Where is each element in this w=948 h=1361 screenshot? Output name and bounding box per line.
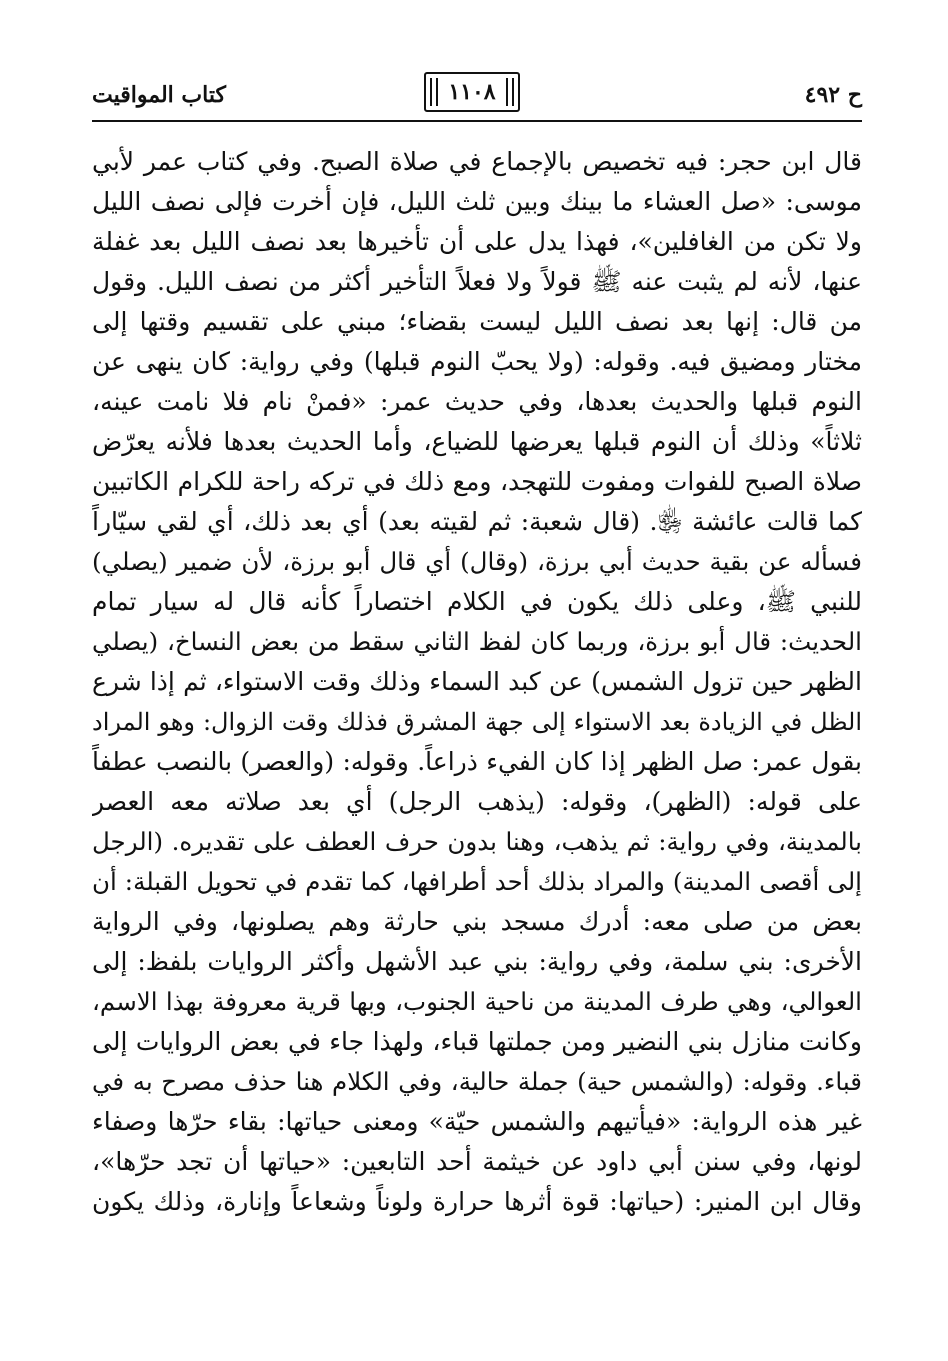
text-line: ثلاثاً» وذلك أن النوم قبلها يعرضها للضياع، وأما الحديث بعدها فلأنه يعرّض <box>92 427 862 456</box>
page-reference: ح ٤٩٢ <box>804 82 862 108</box>
text-line: من قال: إنها بعد نصف الليل ليست بقضاء؛ مبني على تقسيم وقتها إلى <box>92 307 862 336</box>
text-line: النوم قبلها والحديث بعدها، وفي حديث عمر: «فمنْ نام فلا نامت عينه، <box>92 387 862 416</box>
text-line: عنها، لأنه لم يثبت عنه ﷺ قولاً ولا فعلاً التأخير أكثر من نصف الليل. وقول <box>92 267 862 296</box>
text-line: وقال ابن المنير: (حياتها: قوة أثرها حرارة ولوناً وشعاعاً وإنارة، وذلك يكون <box>92 1187 862 1216</box>
text-line: لونها، وفي سنن أبي داود عن خيثمة أحد التابعين: «حياتها أن تجد حرّها»، <box>92 1147 862 1176</box>
text-line: فسأله عن بقية حديث أبي برزة، (وقال) أي قال أبو برزة، لأن ضمير (يصلي) <box>92 547 862 576</box>
text-line: الأخرى: بني سلمة، وفي رواية: بني عبد الأشهل وأكثر الروايات بلفظ: إلى <box>92 947 862 976</box>
text-line: إلى أقصى المدينة) والمراد بذلك أحد أطرافها، كما تقدم في تحويل القبلة: أن <box>92 867 862 896</box>
text-line: بقول عمر: صل الظهر إذا كان الفيء ذراعاً. وقوله: (والعصر) بالنصب عطفاً <box>92 747 862 776</box>
hadith-number-box: ١١٠٨ <box>424 72 520 112</box>
text-line: للنبي ﷺ، وعلى ذلك يكون في الكلام اختصاراً كأنه قال له سيار تمام <box>92 587 862 616</box>
text-line: قباء. وقوله: (والشمس حية) جملة حالية، وفي الكلام هنا حذف مصرح به في <box>92 1067 862 1096</box>
text-line: العوالي، وهي طرف المدينة من ناحية الجنوب، وبها قرية معروفة بهذا الاسم، <box>92 987 862 1016</box>
text-line: على قوله: (الظهر)، وقوله: (يذهب الرجل) أي بعد صلاته معه العصر <box>92 787 862 816</box>
text-line: الظل في الزيادة بعد الاستواء إلى جهة المشرق فذلك وقت الزوال: وهو المراد <box>92 708 862 736</box>
text-line: بعض من صلى معه: أدرك مسجد بني حارثة وهم يصلونها، وفي الرواية <box>92 907 862 936</box>
text-line: مختار ومضيق فيه. وقوله: (ولا يحبّ النوم قبلها) وفي رواية: كان ينهى عن <box>92 347 862 376</box>
body-text <box>92 142 862 1222</box>
text-line: غير هذه الرواية: «فيأتيهم والشمس حيّة» ومعنى حياتها: بقاء حرّها وصفاء <box>92 1107 862 1136</box>
page-header <box>92 72 862 122</box>
text-line: قال ابن حجر: فيه تخصيص بالإجماع في صلاة الصبح. وفي كتاب عمر لأبي <box>92 147 862 176</box>
text-line: موسى: «صل العشاء ما بينك وبين ثلث الليل، فإن أخرت فإلى نصف الليل <box>92 187 862 216</box>
text-line: صلاة الصبح للفوات ومفوت للتهجد، ومع ذلك في تركه راحة للكرام الكاتبين <box>92 467 862 496</box>
text-line: الظهر حين تزول الشمس) عن كبد السماء وذلك وقت الاستواء، ثم إذا شرع <box>92 667 862 696</box>
book-title: كتاب المواقيت <box>92 82 226 108</box>
text-line: بالمدينة، وفي رواية: ثم يذهب، وهنا بدون حرف العطف على تقديره. (الرجل <box>92 827 862 856</box>
text-line: وكانت منازل بني النضير ومن جملتها قباء، ولهذا جاء في بعض الروايات إلى <box>92 1027 862 1056</box>
text-line: كما قالت عائشة ﵂. (قال شعبة: ثم لقيته بعد) أي بعد ذلك، أي لقي سيّاراً <box>92 507 862 536</box>
header-divider <box>92 120 862 122</box>
text-line: ولا تكن من الغافلين»، فهذا يدل على أن تأخيرها بعد نصف الليل بعد غفلة <box>92 227 862 256</box>
text-line: الحديث: قال أبو برزة، وربما كان لفظ الثاني سقط من بعض النساخ، (يصلي <box>92 627 862 656</box>
